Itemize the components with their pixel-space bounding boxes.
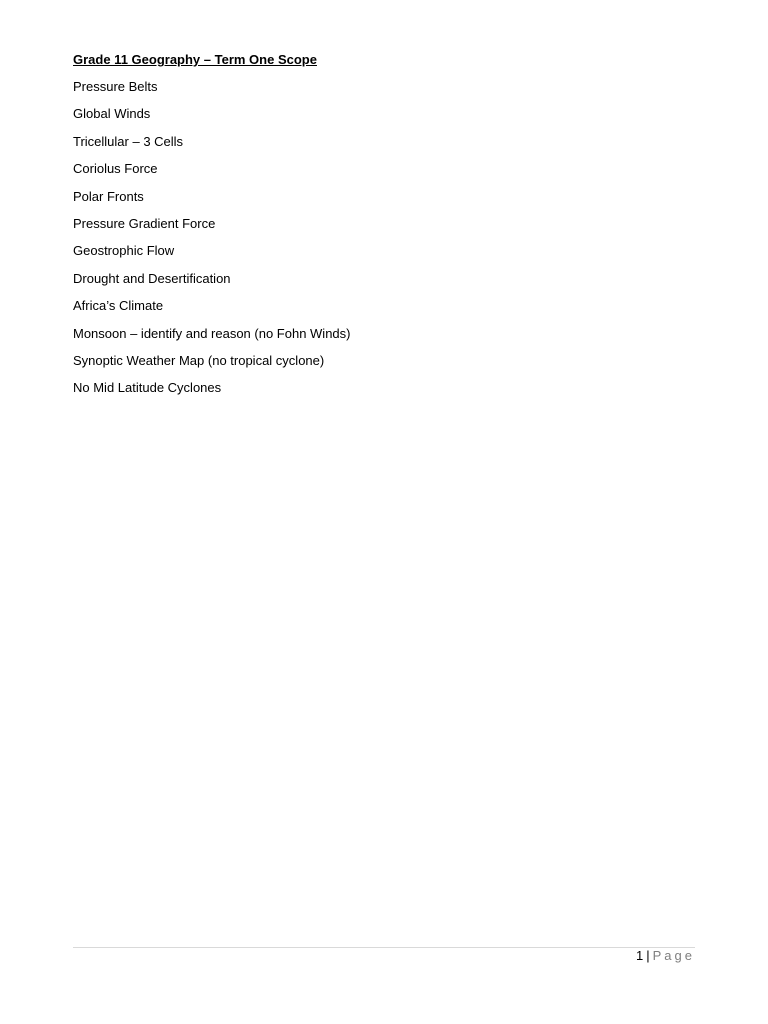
- footer-divider: [73, 947, 695, 948]
- page-label: Page: [652, 948, 695, 963]
- topic-item: No Mid Latitude Cyclones: [73, 380, 222, 396]
- document-title: Grade 11 Geography – Term One Scope: [73, 52, 317, 67]
- topic-item: Monsoon – identify and reason (no Fohn Winds): [73, 325, 351, 341]
- page-number: 1: [636, 948, 644, 963]
- topic-item: Coriolus Force: [73, 161, 158, 177]
- topic-item: Geostrophic Flow: [73, 243, 175, 259]
- topic-item: Africa’s Climate: [73, 298, 164, 314]
- topic-item: Pressure Belts: [73, 79, 158, 94]
- page-footer: [636, 948, 695, 964]
- topic-item: Polar Fronts: [73, 188, 144, 204]
- topic-item: Global Winds: [73, 106, 151, 122]
- topic-item: Synoptic Weather Map (no tropical cyclone): [73, 352, 325, 368]
- topic-item: Pressure Gradient Force: [73, 215, 216, 231]
- topic-item: Drought and Desertification: [73, 270, 231, 286]
- topic-item: Tricellular – 3 Cells: [73, 133, 184, 149]
- footer-separator: |: [646, 948, 650, 963]
- topic-list: [73, 78, 351, 407]
